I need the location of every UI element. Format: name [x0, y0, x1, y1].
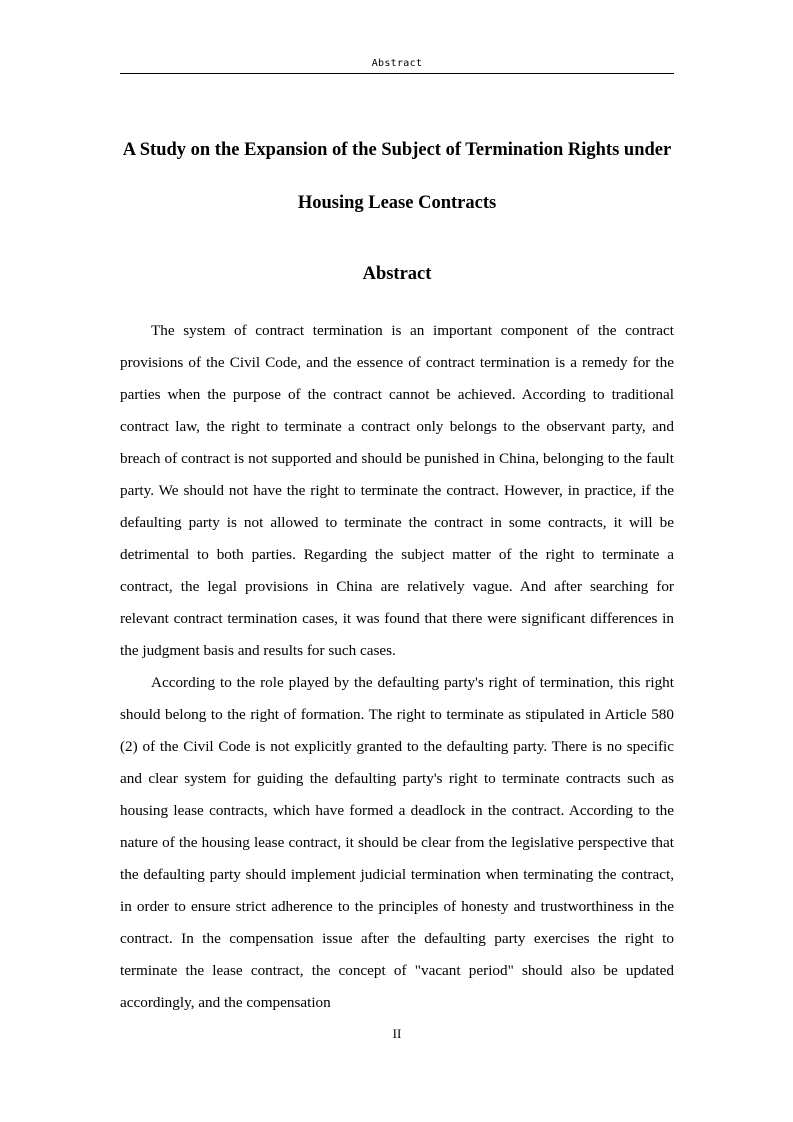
- paragraph-2: According to the role played by the defaulting party's right of termination, this right should belong to the right of formation. The right to terminate as stipulated in Article 580 (2) of the Civil Code is not explicitly granted to the defaulting party. There is no specific and clear system for guiding the defaulting party's right to terminate contracts such as housing lease contracts, which have formed a deadlock in the contract. According to the nature of the housing lease contract, it should be clear from the legislative perspective that the defaulting party should implement judicial termination when terminating the contract, in order to ensure strict adherence to the principles of honesty and trustworthiness in the contract. In the compensation issue after the defaulting party exercises the right to terminate the lease contract, the concept of "vacant period" should also be updated accordingly, and the compensation: [120, 674, 674, 1011]
- document-title-line-2: Housing Lease Contracts: [297, 193, 497, 213]
- abstract-body: [120, 315, 674, 1019]
- section-heading: Abstract: [362, 264, 432, 284]
- page-number: II: [392, 1026, 402, 1041]
- header-rule: [120, 73, 674, 74]
- running-header: Abstract: [371, 58, 423, 69]
- paragraph-1: The system of contract termination is an important component of the contract provisions of the Civil Code, and the essence of contract termination is a remedy for the parties when the purpose of the contract cannot be achieved. According to traditional contract law, the right to terminate a contract only belongs to the observant party, and breach of contract is not supported and should be punished in China, belonging to the fault party. We should not have the right to terminate the contract. However, in practice, if the defaulting party is not allowed to terminate the contract in some contracts, it will be detrimental to both parties. Regarding the subject matter of the right to terminate a contract, the legal provisions in China are relatively vague. And after searching for relevant contract termination cases, it was found that there were significant differences in the judgment basis and results for such cases.: [120, 322, 674, 659]
- document-title-line-1: A Study on the Expansion of the Subject of Termination Rights under: [122, 140, 672, 160]
